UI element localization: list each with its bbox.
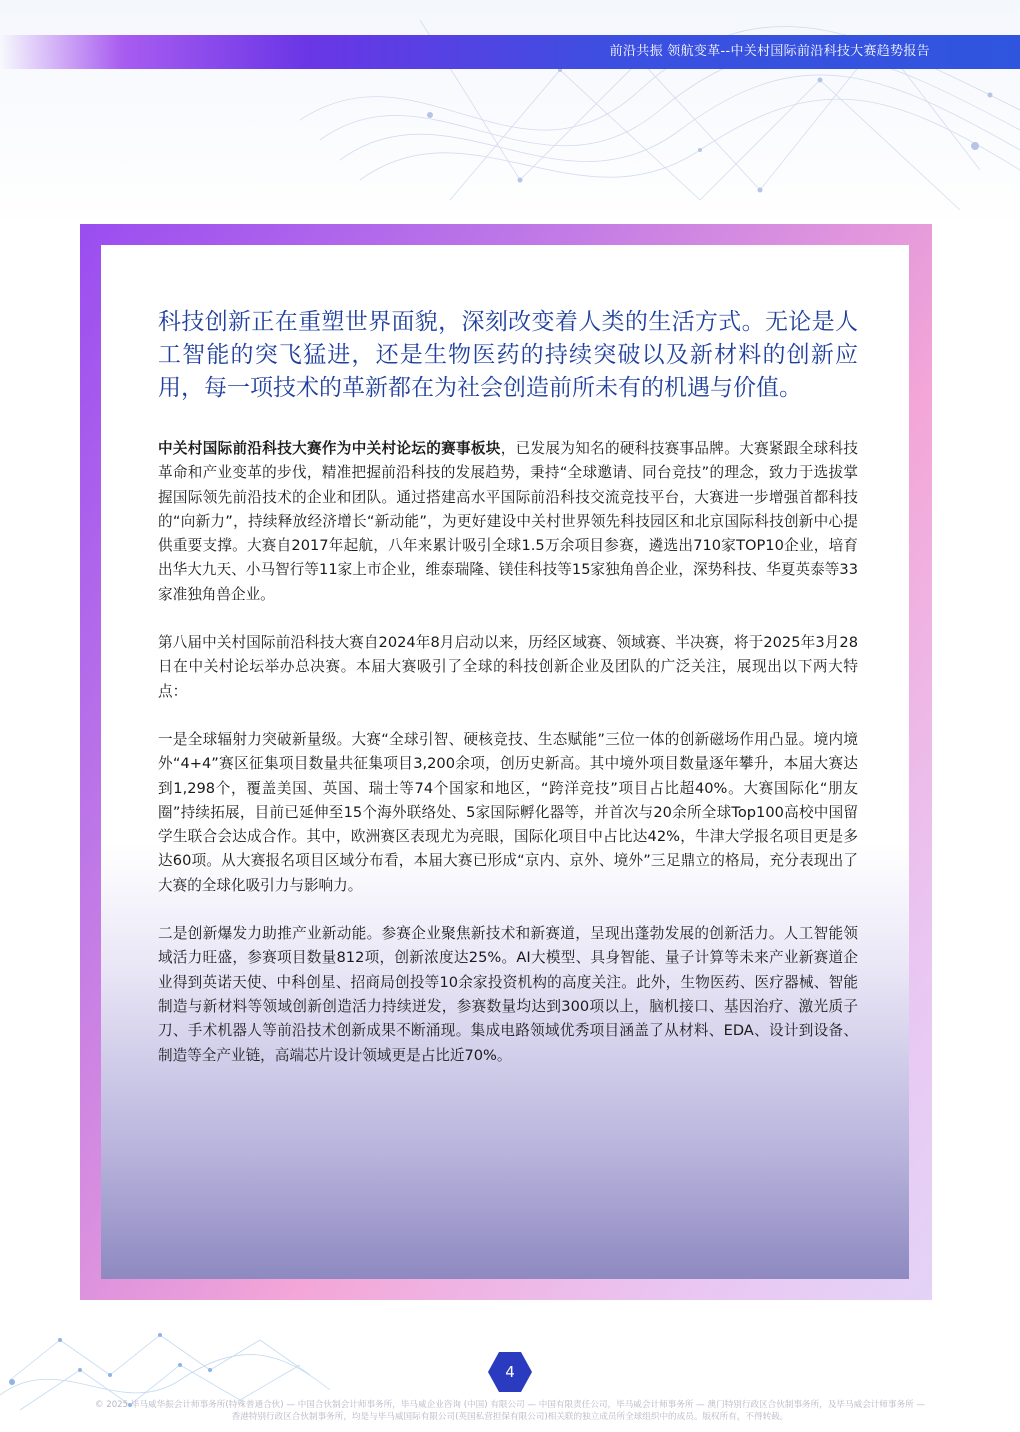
paragraph-1-text: ，已发展为知名的硬科技赛事品牌。大赛紧跟全球科技革命和产业变革的步伐，精准把握前沿科技的发展趋势，秉持“全球邀请、同台竞技”的理念，致力于选拔掌握国际领先前沿技术的企业和团队。通过搭建高水平国际前沿科技交流竞技平台，大赛进一步增强首都科技的“向新力”，持续释放经济增长“新动能”，为更好建设中关村世界领先科技园区和北京国际科技创新中心提供重要支撑。大赛自2017年起航，八年来累计吸引全球1.5万余项目参赛，遴选出710家TOP10企业，培育出华大九天、小马智行等11家上市企业，维泰瑞隆、镁佳科技等15家独角兽企业，深势科技、华夏英泰等33家准独角兽企业。 (158, 440, 858, 603)
page-number: 4 (505, 1363, 515, 1381)
main-content (158, 306, 858, 1092)
footer-line-2: 香港特别行政区合伙制事务所，均是与毕马威国际有限公司(英国私营担保有限公司)相关联的独立成员所全球组织中的成员。版权所有，不得转载。 (231, 1412, 789, 1422)
footer-line-1: © 2025 毕马威华振会计师事务所(特殊普通合伙) — 中国合伙制会计师事务所，毕马威企业咨询 (中国) 有限公司 — 中国有限责任公司，毕马威会计师事务所 — 澳门特别行政区合伙制事务所，及毕马威会计师事务所 — (94, 1400, 926, 1410)
page-number-badge (488, 1350, 532, 1394)
lead-paragraph: 科技创新正在重塑世界面貌，深刻改变着人类的生活方式。无论是人工智能的突飞猛进，还是生物医药的持续突破以及新材料的创新应用，每一项技术的革新都在为社会创造前所未有的机遇与价值。 (158, 309, 858, 401)
header-bar (0, 35, 1020, 69)
paragraph-1 (158, 437, 858, 607)
paragraph-3: 一是全球辐射力突破新量级。大赛“全球引智、硬核竞技、生态赋能”三位一体的创新磁场作用凸显。境内境外“4+4”赛区征集项目数量共征集项目3,200余项，创历史新高。其中境外项目数量逐年攀升，本届大赛达到1,298个，覆盖美国、英国、瑞士等74个国家和地区，“跨洋竞技”项目占比超40%。大赛国际化“朋友圈”持续拓展，目前已延伸至15个海外联络处、5家国际孵化器等，并首次与20余所全球Top100高校中国留学生联合会达成合作。其中，欧洲赛区表现尤为亮眼，国际化项目中占比达42%，牛津大学报名项目更是多达60项。从大赛报名项目区域分布看，本届大赛已形成“京内、京外、境外”三足鼎立的格局，充分表现出了大赛的全球化吸引力与影响力。 (158, 730, 858, 894)
paragraph-2: 第八届中关村国际前沿科技大赛自2024年8月启动以来，历经区域赛、领域赛、半决赛，将于2025年3月28日在中关村论坛举办总决赛。本届大赛吸引了全球的科技创新企业及团队的广泛关注，展现出以下两大特点： (158, 634, 858, 700)
paragraph-1-bold: 中关村国际前沿科技大赛作为中关村论坛的赛事板块 (158, 440, 501, 457)
paragraph-4: 二是创新爆发力助推产业新动能。参赛企业聚焦新技术和新赛道，呈现出蓬勃发展的创新活力。人工智能领域活力旺盛，参赛项目数量812项，创新浓度达25%。AI大模型、具身智能、量子计算等未来产业新赛道企业得到英诺天使、中科创星、招商局创投等10余家投资机构的高度关注。此外，生物医药、医疗器械、智能制造与新材料等领域创新创造活力持续迸发，参赛数量均达到300项以上，脑机接口、基因治疗、激光质子刀、手术机器人等前沿技术创新成果不断涌现。集成电路领域优秀项目涵盖了从材料、EDA、设计到设备、制造等全产业链，高端芯片设计领域更是占比近70%。 (158, 925, 858, 1064)
report-title: 前沿共振 领航变革--中关村国际前沿科技大赛趋势报告 (609, 44, 930, 59)
footer-copyright (30, 1399, 990, 1423)
